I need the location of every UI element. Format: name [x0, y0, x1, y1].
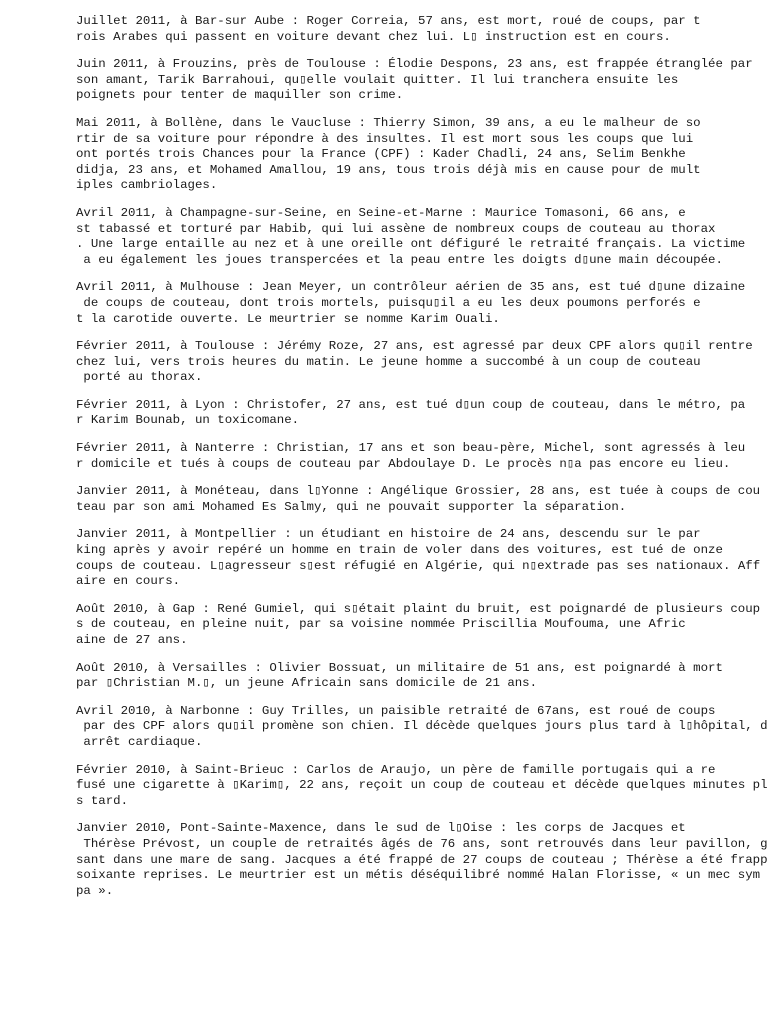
text-line: par ▯Christian M.▯, un jeune Africain sans domicile de 21 ans.: [76, 676, 538, 691]
paragraph: [76, 398, 768, 429]
text-line: par des CPF alors qu▯il promène son chien. Il décède quelques jours plus tard à l▯hôpital, d: [76, 719, 768, 734]
text-line: sant dans une mare de sang. Jacques a été frappé de 27 coups de couteau ; Thérèse a été frapp: [76, 852, 768, 867]
paragraph: [76, 339, 768, 386]
paragraph: [76, 206, 768, 268]
text-line: ont portés trois Chances pour la France (CPF) : Kader Chadli, 24 ans, Selim Benkhe: [76, 147, 686, 162]
text-line: Juin 2011, à Frouzins, près de Toulouse : Élodie Despons, 23 ans, est frappée étranglée par: [76, 57, 753, 72]
text-line: Août 2010, à Gap : René Gumiel, qui s▯était plaint du bruit, est poignardé de plusieurs coup: [76, 601, 761, 616]
document-body: [76, 14, 768, 911]
text-line: rois Arabes qui passent en voiture devant chez lui. L▯ instruction est en cours.: [76, 29, 671, 44]
text-line: de coups de couteau, dont trois mortels, puisqu▯il a eu les deux poumons perforés e: [76, 295, 701, 310]
paragraph: [76, 441, 768, 472]
text-line: Février 2010, à Saint-Brieuc : Carlos de Araujo, un père de famille portugais qui a re: [76, 762, 716, 777]
text-line: chez lui, vers trois heures du matin. Le jeune homme a succombé à un coup de couteau: [76, 354, 701, 369]
text-line: Thérèse Prévost, un couple de retraités âgés de 76 ans, sont retrouvés dans leur pavillon, g: [76, 836, 768, 851]
text-line: Janvier 2011, à Monéteau, dans l▯Yonne : Angélique Grossier, 28 ans, est tuée à coups de cou: [76, 484, 761, 499]
text-line: s tard.: [76, 793, 129, 808]
paragraph: [76, 704, 768, 751]
paragraph: [76, 484, 768, 515]
text-line: didja, 23 ans, et Mohamed Amallou, 19 ans, tous trois déjà mis en cause pour de mult: [76, 162, 701, 177]
text-line: pa ».: [76, 883, 114, 898]
text-line: son amant, Tarik Barrahoui, qu▯elle voulait quitter. Il lui tranchera ensuite les: [76, 72, 679, 87]
text-line: . Une large entaille au nez et à une oreille ont défiguré le retraité français. La victime: [76, 237, 746, 252]
paragraph: [76, 763, 768, 810]
text-line: king après y avoir repéré un homme en train de voler dans des voitures, est tué de onze: [76, 543, 723, 558]
text-line: teau par son ami Mohamed Es Salmy, qui ne pouvait supporter la séparation.: [76, 499, 627, 514]
text-line: r domicile et tués à coups de couteau par Abdoulaye D. Le procès n▯a pas encore eu lieu.: [76, 456, 731, 471]
text-line: Avril 2011, à Champagne-sur-Seine, en Seine-et-Marne : Maurice Tomasoni, 66 ans, e: [76, 205, 686, 220]
text-line: st tabassé et torturé par Habib, qui lui assène de nombreux coups de couteau au thorax: [76, 221, 716, 236]
text-line: soixante reprises. Le meurtrier est un métis déséquilibré nommé Halan Florisse, « un mec sym: [76, 868, 761, 883]
text-line: arrêt cardiaque.: [76, 734, 203, 749]
paragraph: [76, 602, 768, 649]
text-line: Janvier 2011, à Montpellier : un étudiant en histoire de 24 ans, descendu sur le par: [76, 527, 701, 542]
text-line: iples cambriolages.: [76, 178, 218, 193]
paragraph: [76, 116, 768, 194]
paragraph: [76, 57, 768, 104]
text-line: aine de 27 ans.: [76, 633, 188, 647]
paragraph: [76, 14, 768, 45]
text-line: s de couteau, en pleine nuit, par sa voisine nommée Priscillia Moufouma, une Afric: [76, 617, 686, 632]
text-line: Février 2011, à Toulouse : Jérémy Roze, 27 ans, est agressé par deux CPF alors qu▯il rentre: [76, 339, 753, 354]
text-line: Août 2010, à Versailles : Olivier Bossuat, un militaire de 51 ans, est poignardé à mort: [76, 660, 723, 675]
paragraph: [76, 661, 768, 692]
text-line: Juillet 2011, à Bar-sur Aube : Roger Correia, 57 ans, est mort, roué de coups, par t: [76, 14, 701, 28]
text-line: porté au thorax.: [76, 370, 203, 385]
text-line: aire en cours.: [76, 574, 181, 589]
text-line: Mai 2011, à Bollène, dans le Vaucluse : Thierry Simon, 39 ans, a eu le malheur de so: [76, 115, 701, 130]
text-line: coups de couteau. L▯agresseur s▯est réfugié en Algérie, qui n▯extrade pas ses nationaux. Aff: [76, 558, 761, 573]
text-line: t la carotide ouverte. Le meurtrier se nomme Karim Ouali.: [76, 311, 500, 326]
paragraph: [76, 280, 768, 327]
text-line: Janvier 2010, Pont-Sainte-Maxence, dans le sud de l▯Oise : les corps de Jacques et: [76, 821, 686, 836]
text-line: Février 2011, à Lyon : Christofer, 27 ans, est tué d▯un coup de couteau, dans le métro, pa: [76, 397, 746, 412]
text-line: r Karim Bounab, un toxicomane.: [76, 413, 300, 428]
text-line: rtir de sa voiture pour répondre à des insultes. Il est mort sous les coups que lui: [76, 131, 694, 146]
text-line: Avril 2010, à Narbonne : Guy Trilles, un paisible retraité de 67ans, est roué de coups: [76, 703, 716, 718]
text-line: fusé une cigarette à ▯Karim▯, 22 ans, reçoit un coup de couteau et décède quelques minutes pl: [76, 778, 768, 793]
paragraph: [76, 527, 768, 589]
text-line: a eu également les joues transpercées et la peau entre les doigts d▯une main découpée.: [76, 252, 723, 267]
text-line: poignets pour tenter de maquiller son crime.: [76, 88, 404, 103]
paragraph: [76, 821, 768, 899]
text-line: Février 2011, à Nanterre : Christian, 17 ans et son beau-père, Michel, sont agressés à leu: [76, 441, 746, 456]
text-line: Avril 2011, à Mulhouse : Jean Meyer, un contrôleur aérien de 35 ans, est tué d▯une dizaine: [76, 280, 746, 295]
